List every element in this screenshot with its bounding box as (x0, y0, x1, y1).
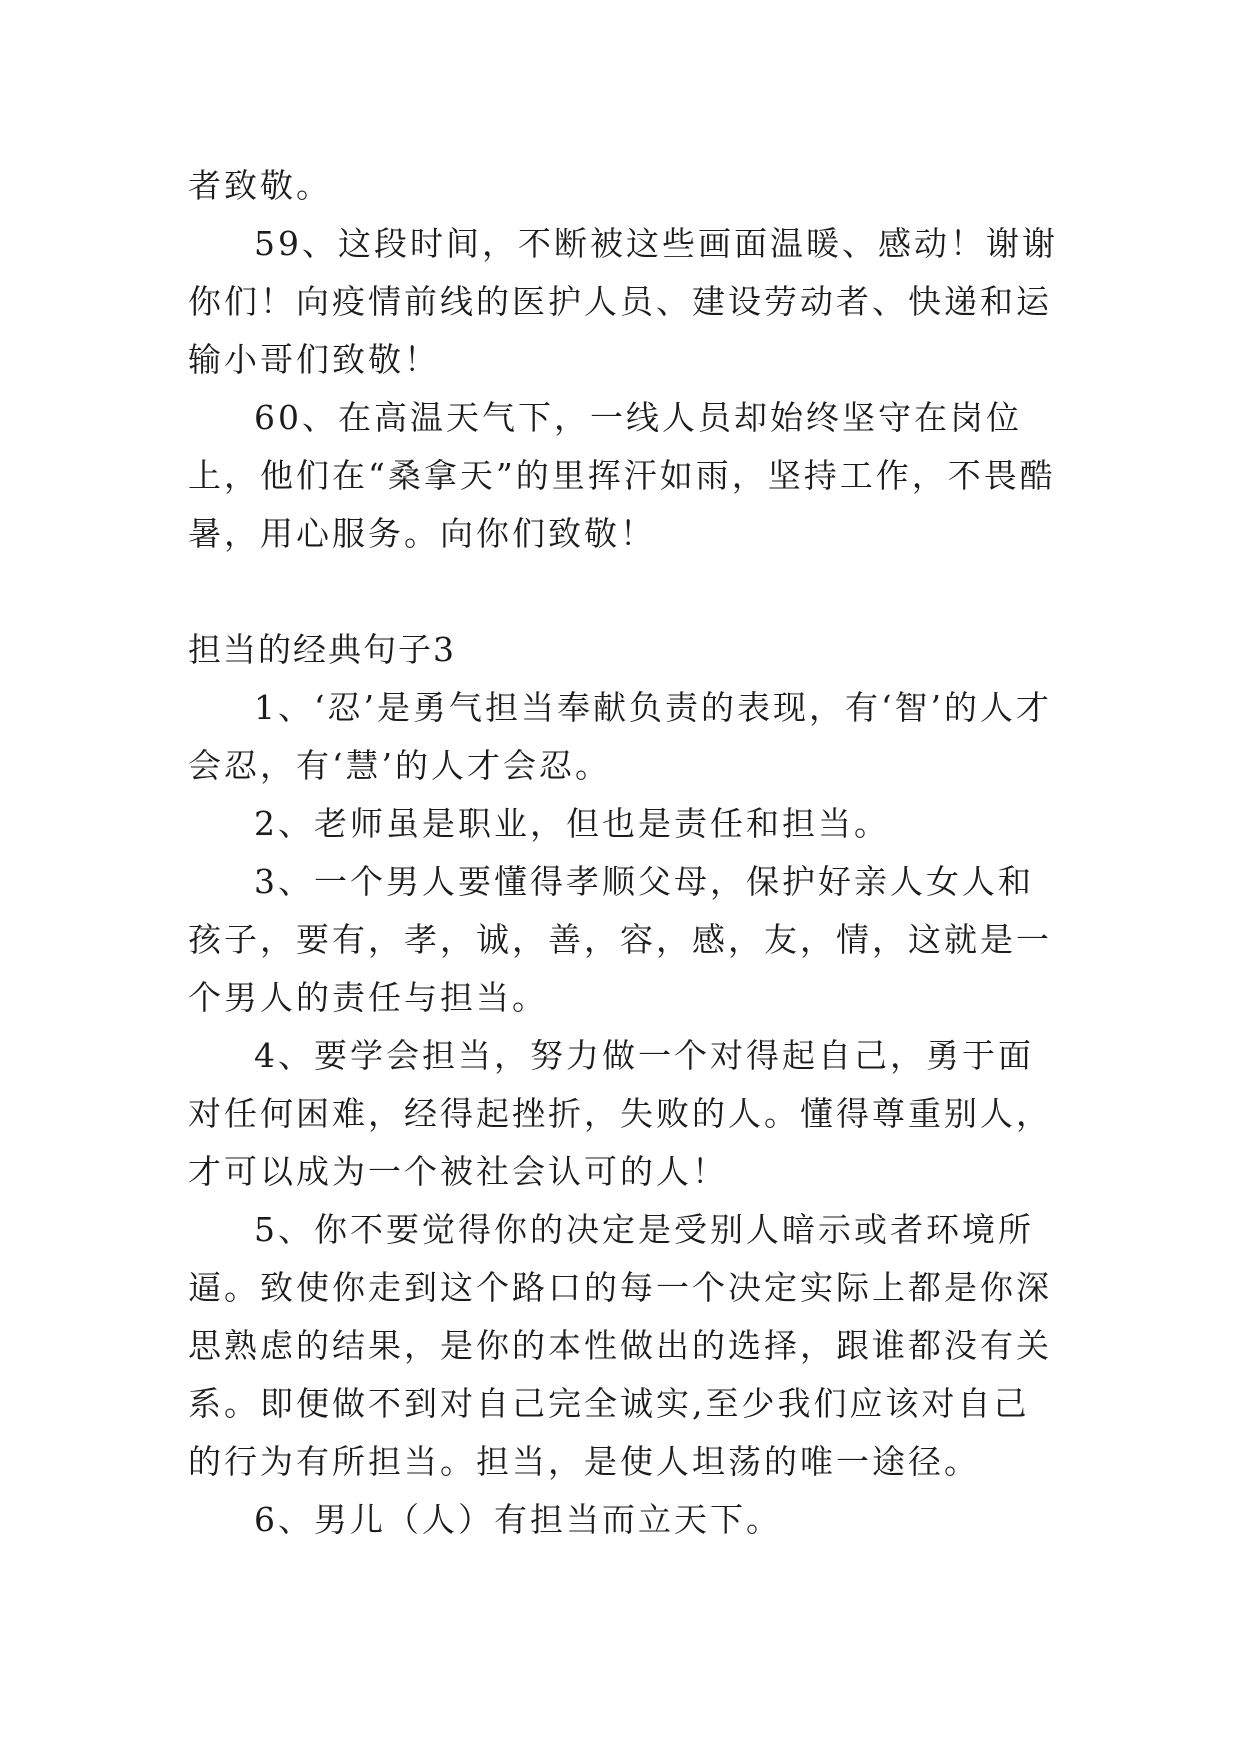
list-item: 3、一个男人要懂得孝顺父母，保护好亲人女人和孩子，要有，孝，诚，善，容，感，友，情，这就是一个男人的责任与担当。 (188, 862, 1052, 1017)
paragraph-59: 59、这段时间，不断被这些画面温暖、感动！谢谢你们！向疫情前线的医护人员、建设劳动者、快递和运输小哥们致敬！ (188, 224, 1058, 379)
list-item: 6、男儿（人）有担当而立天下。 (254, 1500, 782, 1539)
paragraph-60: 60、在高温天气下，一线人员却始终坚守在岗位上，他们在“桑拿天”的里挥汗如雨，坚持工作，不畏酷暑，用心服务。向你们致敬！ (188, 398, 1056, 553)
list-item: 5、你不要觉得你的决定是受别人暗示或者环境所逼。致使你走到这个路口的每一个决定实际上都是你深思熟虑的结果，是你的本性做出的选择，跟谁都没有关系。即便做不到对自己完全诚实,至少我们应该对自己的行为有所担当。担当，是使人坦荡的唯一途径。 (188, 1210, 1052, 1481)
continuation-text: 者致敬。 (188, 166, 332, 205)
list-item: 4、要学会担当，努力做一个对得起自己，勇于面对任何困难，经得起挫折，失败的人。懂得尊重别人，才可以成为一个被社会认可的人！ (188, 1036, 1052, 1191)
section-heading: 担当的经典句子3 (188, 630, 456, 669)
list-item: 1、‘忍’是勇气担当奉献负责的表现，有‘智’的人才会忍，有‘慧’的人才会忍。 (188, 688, 1052, 785)
list-item: 2、老师虽是职业，但也是责任和担当。 (254, 804, 890, 843)
document-body (188, 157, 1058, 1549)
